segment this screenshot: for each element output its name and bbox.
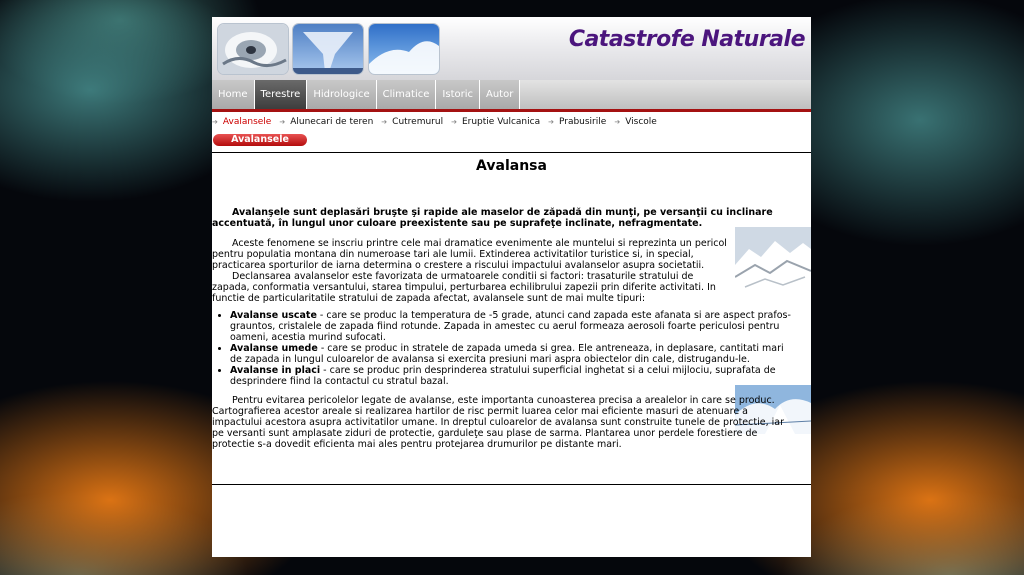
divider (212, 152, 811, 153)
nav-home[interactable]: Home (212, 80, 255, 109)
type-description: - care se produc in stratele de zapada umeda si grea. Ele antreneaza, in deplasare, cantitati mari de zapada in lungul culoarelor de avalansa si exercita presiuni mari aspra obiectelor din cale, distrugandu-le. (230, 343, 784, 365)
paragraph-2: Declansarea avalanselor este favorizata de urmatoarele conditii si factori: trasaturile stratului de zapada, conformatia versantului, starea timpului, perturbarea echilibrului zapezii prin diferite activitati. In functie de particularitatile stratului de zapada afectat, avalansele sunt de mai multe tipuri: (212, 271, 716, 304)
arrow-icon: ➔ (451, 118, 457, 126)
cloud-sky-thumbnail[interactable] (368, 23, 440, 75)
nav-climatice[interactable]: Climatice (377, 80, 437, 109)
type-description: - care se produc prin desprinderea stratului superficial inghetat si a celui mijlociu, suprafata de desprindere fiind la contactul cu stratul bazal. (230, 365, 776, 387)
footer-divider (212, 484, 811, 485)
hurricane-thumbnail[interactable] (217, 23, 289, 75)
paragraph-1: Aceste fenomene se inscriu printre cele mai dramatice evenimente ale muntelui si reprezinta un pericol pentru populatia montana din numeroase tari ale lumii. Extinderea activitatilor turistice si, in special, practicarea sporturilor de iarna determina o crestere a riscului impactului avalanselor asupra societatii. (212, 238, 727, 271)
site-title: Catastrofe Naturale (568, 27, 805, 52)
nav-hidrologice[interactable]: Hidrologice (307, 80, 376, 109)
article-intro: Avalanşele sunt deplasări bruşte şi rapide ale maselor de zăpadă din munţi, pe versanţii cu inclinare accentuată, în lungul unor culoare preexistente sau pe suprafeţe inclinate, nefragmentate. (212, 207, 773, 229)
type-name: Avalanse umede (230, 343, 318, 354)
nav-istoric[interactable]: Istoric (436, 80, 480, 109)
type-name: Avalanse in placi (230, 365, 321, 376)
subnav-viscole[interactable]: ➔ Viscole (614, 117, 657, 127)
type-name: Avalanse uscate (230, 310, 317, 321)
page-container (212, 17, 811, 557)
sub-nav (212, 112, 811, 132)
article-title: Avalansa (476, 158, 547, 174)
arrow-icon: ➔ (381, 118, 388, 126)
subnav-avalansele[interactable]: ➔ Avalansele (212, 117, 272, 127)
subnav-eruptie[interactable]: ➔ Eruptie Vulcanica (451, 117, 541, 127)
nav-terestre[interactable]: Terestre (255, 80, 308, 109)
paragraph-3: Pentru evitarea pericolelor legate de avalanse, este importanta cunoasterea precisa a arealelor in care se produc. Cartografierea acestor areale si realizarea hartilor de risc permit luarea celor mai eficiente masuri de atenuare a impactului acestora asupra activitatilor umane. In dreptul culoarelor de avalansa sunt construite tunele de protectie, iar pe versanti sunt amplasate ziduri de protectie, garduleţe sau plase de sarma. Plantarea unor perdele forestiere de protectie s-a dovedit eficienta mai ales pentru protejarea drumurilor pe distante mari. (212, 395, 784, 450)
avalanche-types-list (212, 310, 792, 387)
nav-autor[interactable]: Autor (480, 80, 520, 109)
arrow-icon: ➔ (614, 118, 621, 126)
list-item (230, 310, 792, 343)
list-item (230, 365, 792, 387)
site-header (212, 17, 811, 80)
arrow-icon: ➔ (548, 118, 554, 126)
main-nav (212, 80, 811, 112)
list-item (230, 343, 792, 365)
arrow-icon: ➔ (212, 118, 218, 126)
subnav-alunecari[interactable]: ➔ Alunecari de teren (279, 117, 374, 127)
section-pill: Avalansele (213, 134, 307, 146)
arrow-icon: ➔ (279, 118, 286, 126)
tornado-thumbnail[interactable] (292, 23, 364, 75)
snowy-mountain-image (735, 227, 811, 302)
subnav-prabusirile[interactable]: ➔ Prabusirile (548, 117, 607, 127)
type-description: - care se produc la temperatura de -5 grade, atunci cand zapada este afanata si are aspect prafos-grauntos, cristalele de zapada fiind rotunde. Zapada in amestec cu aerul formeaza aerosoli foarte periculosi pentru oameni, acestia murind sufocati. (230, 310, 791, 343)
subnav-cutremurul[interactable]: ➔ Cutremurul (381, 117, 444, 127)
